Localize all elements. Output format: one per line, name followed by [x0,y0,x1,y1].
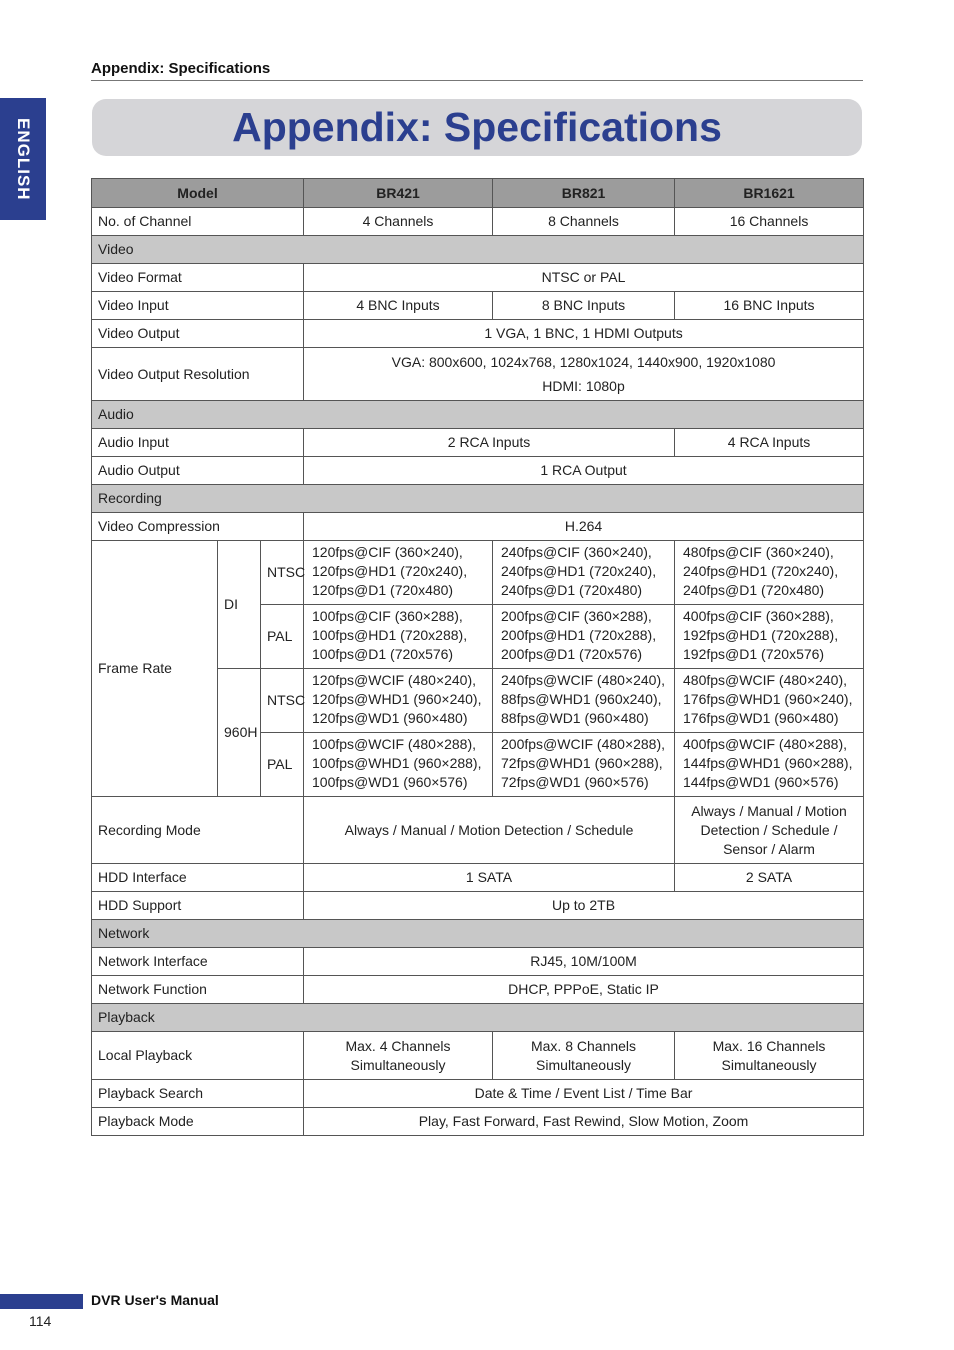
section-label: Audio [92,401,864,429]
fps-line: 480fps@WCIF (480×240), [683,672,848,688]
cell-line: Max. 4 Channels [345,1037,451,1054]
fps-line: 72fps@WD1 (960×576) [501,774,649,790]
fps-line: 120fps@HD1 (720x240), [312,563,468,579]
fps-line: 240fps@D1 (720x480) [501,582,643,598]
col-header-br821: BR821 [493,179,675,208]
fps-line: 120fps@WCIF (480×240), [312,672,477,688]
fps-line: 176fps@WHD1 (960×240), [683,691,853,707]
table-row [92,320,864,348]
cell-value: 4 BNC Inputs [304,292,493,320]
row-label: Audio Input [92,429,304,457]
resolution-line-1: VGA: 800x600, 1024x768, 1280x1024, 1440x900, 1920x1080 [391,354,776,370]
fps-line: 100fps@WCIF (480×288), [312,736,477,752]
table-row [92,948,864,976]
fps-line: 120fps@CIF (360×240), [312,544,463,560]
cell-value: 2 SATA [675,864,864,892]
fps-cell [675,733,864,797]
cell-value [675,1032,864,1080]
cell-value: Always / Manual / Motion Detection / Schedule [304,797,675,864]
cell-line: Simultaneously [350,1056,446,1073]
cell-value: 2 RCA Inputs [304,429,675,457]
fps-line: 144fps@WD1 (960×576) [683,774,839,790]
cell-value [304,1032,493,1080]
sub-label-pal: PAL [261,605,304,669]
fps-line: 120fps@D1 (720x480) [312,582,454,598]
fps-line: 100fps@WD1 (960×576) [312,774,468,790]
col-header-br421: BR421 [304,179,493,208]
cell-value: 16 Channels [675,208,864,236]
fps-cell [493,733,675,797]
table-row [92,457,864,485]
row-label: Playback Search [92,1080,304,1108]
cell-line: Simultaneously [536,1056,631,1073]
fps-line: 192fps@HD1 (720x288), [683,627,839,643]
row-label: HDD Support [92,892,304,920]
fps-line: 100fps@D1 (720x576) [312,646,454,662]
cell-value: H.264 [304,513,864,541]
table-row [92,864,864,892]
fps-cell [493,605,675,669]
col-header-br1621: BR1621 [675,179,864,208]
fps-cell [675,605,864,669]
row-label: Local Playback [92,1032,304,1080]
table-row [92,513,864,541]
row-label: Video Output Resolution [92,348,304,401]
row-label: Frame Rate [92,541,218,797]
table-row [92,264,864,292]
fps-cell [304,669,493,733]
fps-cell [304,733,493,797]
sub-label-960h: 960H [218,669,261,797]
row-label: Network Interface [92,948,304,976]
fps-line: 200fps@D1 (720x576) [501,646,643,662]
table-row [92,1032,864,1080]
fps-line: 200fps@CIF (360×288), [501,608,652,624]
cell-value [493,1032,675,1080]
fps-line: 144fps@WHD1 (960×288), [683,755,853,771]
row-label: Network Function [92,976,304,1004]
cell-value: Date & Time / Event List / Time Bar [304,1080,864,1108]
table-row [92,1108,864,1136]
col-header-model: Model [92,179,304,208]
table-row [92,541,864,605]
fps-line: 240fps@HD1 (720x240), [683,563,839,579]
cell-line: Max. 8 Channels [530,1037,637,1054]
cell-value: 1 VGA, 1 BNC, 1 HDMI Outputs [304,320,864,348]
fps-line: 200fps@HD1 (720x288), [501,627,657,643]
fps-line: 400fps@CIF (360×288), [683,608,834,624]
fps-line: 480fps@CIF (360×240), [683,544,834,560]
cell-value: 8 BNC Inputs [493,292,675,320]
row-label: Audio Output [92,457,304,485]
cell-value [675,797,864,864]
section-label: Recording [92,485,864,513]
section-row-audio [92,401,864,429]
row-label: HDD Interface [92,864,304,892]
fps-line: 100fps@WHD1 (960×288), [312,755,482,771]
section-label: Playback [92,1004,864,1032]
cell-value: 16 BNC Inputs [675,292,864,320]
resolution-line-2: HDMI: 1080p [542,378,625,394]
table-row [92,208,864,236]
fps-cell [493,669,675,733]
section-row-playback [92,1004,864,1032]
row-label: Video Output [92,320,304,348]
row-label: Recording Mode [92,797,304,864]
section-row-video [92,236,864,264]
sub-label-ntsc: NTSC [261,669,304,733]
title-banner [92,99,862,156]
language-tab-label: ENGLISH [14,117,33,201]
sub-label-ntsc: NTSC [261,541,304,605]
cell-value: 4 RCA Inputs [675,429,864,457]
cell-value [304,348,864,401]
fps-line: 120fps@WD1 (960×480) [312,710,468,726]
fps-line: 240fps@WCIF (480×240), [501,672,666,688]
fps-cell [304,541,493,605]
fps-cell [675,541,864,605]
spec-table [91,178,864,1136]
table-header-row [92,179,864,208]
cell-line: Always / Manual / Motion [691,802,847,819]
fps-line: 200fps@WCIF (480×288), [501,736,666,752]
row-label: Video Format [92,264,304,292]
row-label: Video Compression [92,513,304,541]
cell-value: Up to 2TB [304,892,864,920]
section-row-recording [92,485,864,513]
section-label: Network [92,920,864,948]
fps-cell [304,605,493,669]
table-row [92,892,864,920]
page-title: Appendix: Specifications [232,104,722,150]
cell-value: 4 Channels [304,208,493,236]
section-label: Video [92,236,864,264]
cell-value: 1 RCA Output [304,457,864,485]
table-row [92,429,864,457]
row-label: Video Input [92,292,304,320]
fps-line: 100fps@CIF (360×288), [312,608,463,624]
cell-value: DHCP, PPPoE, Static IP [304,976,864,1004]
sub-label-di: DI [218,541,261,669]
table-row [92,976,864,1004]
section-row-network [92,920,864,948]
language-tab [0,98,46,220]
row-label: Playback Mode [92,1108,304,1136]
cell-line: Detection / Schedule / [700,821,838,838]
cell-line: Simultaneously [721,1056,817,1073]
fps-line: 72fps@WHD1 (960×288), [501,755,663,771]
cell-value: NTSC or PAL [304,264,864,292]
fps-line: 400fps@WCIF (480×288), [683,736,848,752]
cell-value: RJ45, 10M/100M [304,948,864,976]
fps-line: 88fps@WD1 (960×480) [501,710,649,726]
page-number: 114 [29,1313,52,1329]
footer-bar [0,1294,83,1309]
fps-line: 240fps@D1 (720x480) [683,582,825,598]
footer-manual-title: DVR User's Manual [91,1292,219,1308]
fps-line: 120fps@WHD1 (960×240), [312,691,482,707]
cell-line: Max. 16 Channels [712,1037,826,1054]
table-row [92,292,864,320]
fps-cell [675,669,864,733]
fps-line: 192fps@D1 (720x576) [683,646,825,662]
fps-line: 240fps@HD1 (720x240), [501,563,657,579]
fps-line: 176fps@WD1 (960×480) [683,710,839,726]
table-row [92,348,864,401]
cell-value: 8 Channels [493,208,675,236]
fps-cell [493,541,675,605]
cell-line: Sensor / Alarm [723,840,815,857]
fps-line: 100fps@HD1 (720x288), [312,627,468,643]
table-row [92,1080,864,1108]
row-label: No. of Channel [92,208,304,236]
cell-value: 1 SATA [304,864,675,892]
running-header: Appendix: Specifications [91,60,863,81]
cell-value: Play, Fast Forward, Fast Rewind, Slow Motion, Zoom [304,1108,864,1136]
fps-line: 88fps@WHD1 (960x240), [501,691,662,707]
sub-label-pal: PAL [261,733,304,797]
fps-line: 240fps@CIF (360×240), [501,544,652,560]
table-row [92,797,864,864]
